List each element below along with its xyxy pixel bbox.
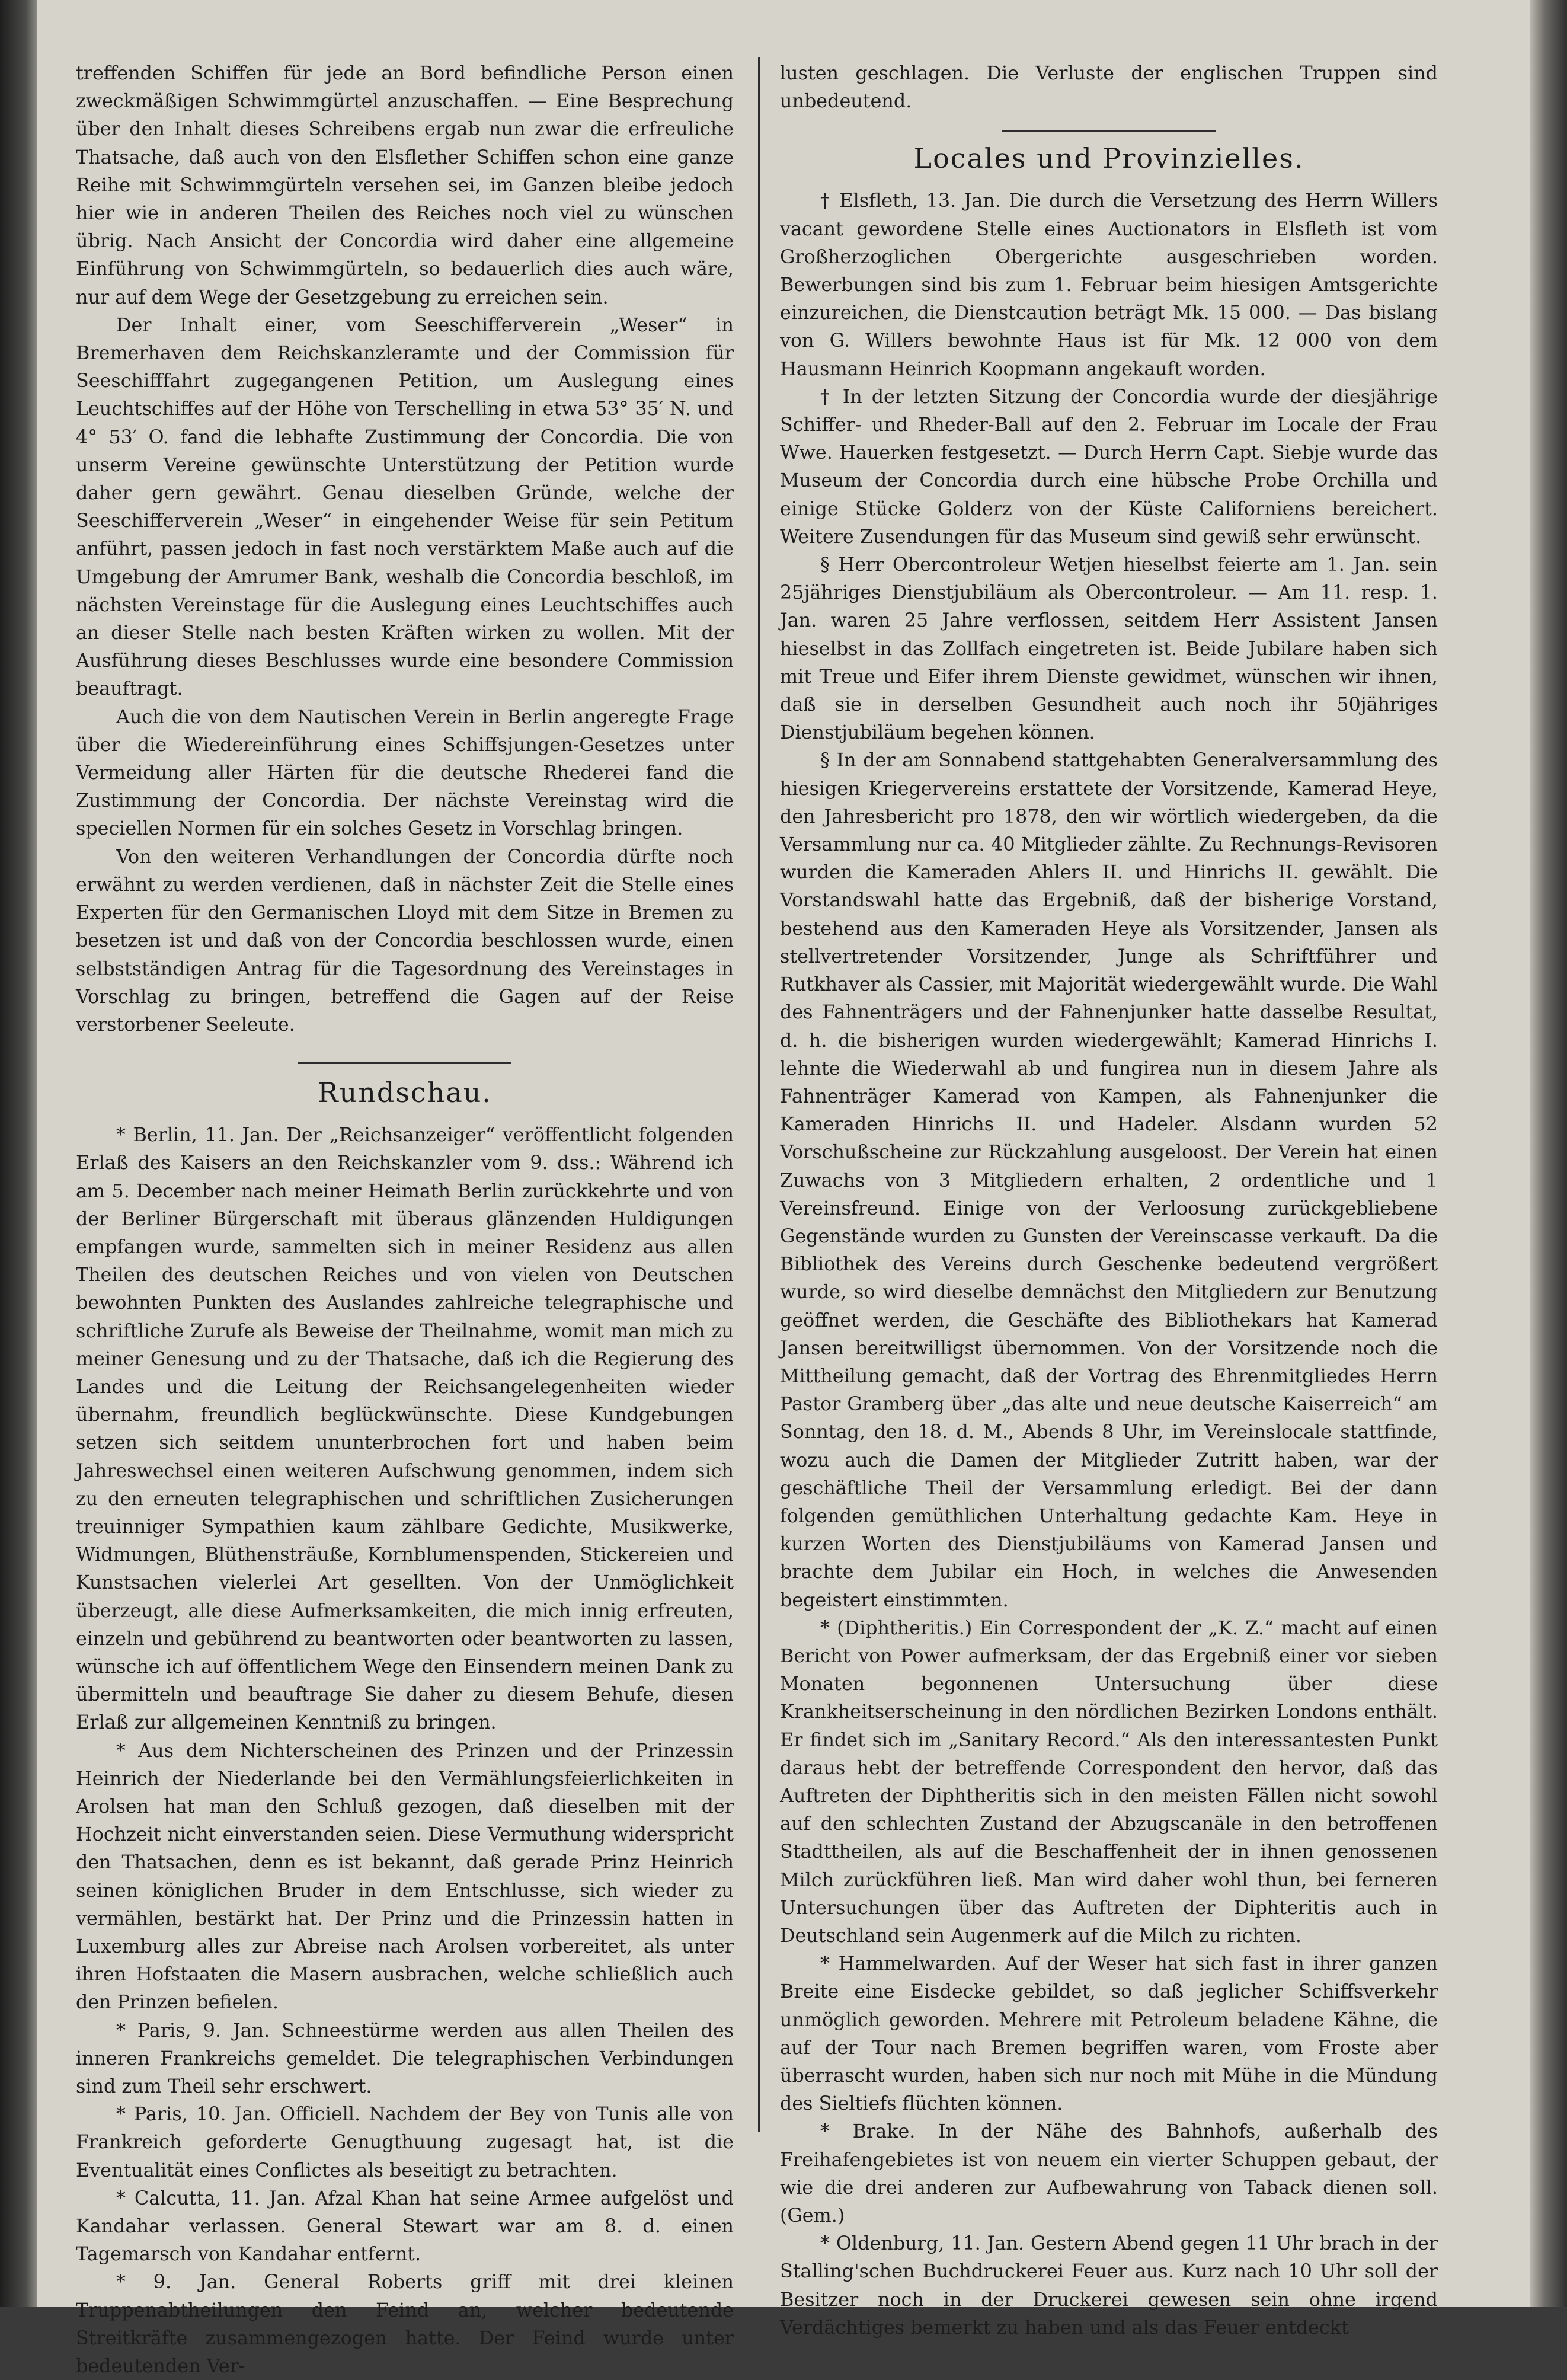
- rundschau-heading: Rundschau.: [317, 1076, 492, 1109]
- left-paragraph-1: treffenden Schiffen für jede an Bord befindliche Person einen zweckmäßigen Schwimmgürtel anzuschaffen. — Eine Besprechung über den Inhalt dieses Schreibens ergab nun zwar die erfreuliche Thatsache, daß auch von den Elsflether Schiffen schon eine ganze Reihe mit Schwimmgürteln versehen sei, im Ganzen bleibe jedoch hier wie in anderen Theilen des Reiches noch viel zu wünschen übrig. Nach Ansicht der Concordia wird daher eine allgemeine Einführung von Schwimmgürteln, so bedauerlich dies auch wäre, nur auf dem Wege der Gesetzgebung zu erreichen sein.: [76, 62, 734, 308]
- local-item-elsfleth: † Elsfleth, 13. Jan. Die durch die Versetzung des Herrn Willers vacant gewordene Stelle eines Auctionators in Elsfleth ist vom Großherzoglichen Obergerichte ausgeschrieben worden. Bewerbungen sind bis zum 1. Februar beim hiesigen Amtsgerichte einzureichen, die Dienstcaution beträgt Mk. 15 000. — Das bislang von G. Willers bewohnte Haus ist für Mk. 12 000 von dem Hausmann Heinrich Koopmann angekauft worden.: [780, 190, 1438, 380]
- section-divider-right: [1002, 130, 1216, 132]
- right-continuation: lusten geschlagen. Die Verluste der englischen Truppen sind unbedeutend.: [780, 62, 1438, 113]
- scan-right-edge: [1530, 0, 1567, 2307]
- left-paragraph-3: Auch die von dem Nautischen Verein in Berlin angeregte Frage über die Wiedereinführung eines Schiffsjungen-Gesetzes unter Vermeidung aller Härten für die deutsche Rhederei fand die Zustimmung der Concordia. Der nächste Vereinstag wird die speciellen Normen für ein solches Gesetz in Vorschlag bringen.: [76, 705, 734, 840]
- rundschau-item-calcutta: * Calcutta, 11. Jan. Afzal Khan hat seine Armee aufgelöst und Kandahar verlassen. General Stewart war am 8. d. einen Tagemarsch von Kandahar entfernt.: [76, 2187, 734, 2266]
- local-item-concordia-ball: † In der letzten Sitzung der Concordia wurde der diesjährige Schiffer- und Rheder-Ball auf den 2. Februar im Locale der Frau Wwe. Hauerken festgesetzt. — Durch Herrn Capt. Siebje wurde das Museum der Concordia durch eine hübsche Probe Orchilla und einige Stücke Golderz von der Küste Californiens bereichert. Weitere Zusendungen für das Museum sind gewiß sehr erwünscht.: [780, 385, 1438, 548]
- right-column: [780, 59, 1438, 2341]
- local-item-hammelwarden: * Hammelwarden. Auf der Weser hat sich fast in ihrer ganzen Breite eine Eisdecke gebildet, so daß jeglicher Schiffsverkehr unmöglich geworden. Mehrere mit Petroleum beladene Kähne, die auf der Tour nach Bremen begriffen waren, vom Froste aber überrascht wurden, haben sich nur noch mit Mühe in die Mündung des Sieltiefs flüchten können.: [780, 1953, 1438, 2115]
- left-column: [76, 59, 734, 2380]
- rundschau-item-paris-10: * Paris, 10. Jan. Officiell. Nachdem der Bey von Tunis alle von Frankreich geforderte Genugthuung zugesagt hat, ist die Eventualität eines Conflictes als beseitigt zu betrachten.: [76, 2103, 734, 2181]
- rundschau-item-roberts: * 9. Jan. General Roberts griff mit drei kleinen Truppenabtheilungen den Feind an, welcher bedeutende Streitkräfte zusammengezogen hatte. Der Feind wurde unter bedeutenden Ver-: [76, 2271, 734, 2378]
- rundschau-item-paris-9: * Paris, 9. Jan. Schneestürme werden aus allen Theilen des inneren Frankreichs gemeldet. Die telegraphischen Verbindungen sind zum Theil sehr erschwert.: [76, 2019, 734, 2098]
- section-divider: [298, 1062, 511, 1064]
- newspaper-page: [37, 0, 1530, 2378]
- local-item-diphtheritis: * (Diphtheritis.) Ein Correspondent der „K. Z.“ macht auf einen Bericht von Power aufmerksam, der das Ergebniß einer vor sieben Monaten begonnenen Untersuchung über diese Krankheitserscheinung in den nördlichen Bezirken Londons enthält. Er findet sich im „Sanitary Record.“ Als den interessantesten Punkt daraus hebt der betreffende Correspondent den hervor, daß das Auftreten der Diphtheritis sich in den meisten Fällen nicht sowohl auf den schlechten Zustand der Abzugscanäle in den betroffenen Stadttheilen, als auf die Beschaffenheit der in ihnen genossenen Milch zurückführen ließ. Man wird daher wohl thun, bei ferneren Untersuchungen über das Auftreten der Diphteritis auch in Deutschland sein Augenmerk auf die Milch zu richten.: [780, 1617, 1438, 1947]
- rundschau-item-berlin: * Berlin, 11. Jan. Der „Reichsanzeiger“ veröffentlicht folgenden Erlaß des Kaisers an den Reichskanzler vom 9. dss.: Während ich am 5. December nach meiner Heimath Berlin zurückkehrte und von der Berliner Bürgerschaft mit überaus glänzenden Huldigungen empfangen wurde, sammelten sich in meiner Residenz aus allen Theilen des deutschen Reiches und von vielen von Deutschen bewohnten Punkten des Auslandes zahlreiche telegraphische und schriftliche Zurufe als Beweise der Theilnahme, womit man mich zu meiner Genesung und zu der Thatsache, daß ich die Regierung des Landes und die Leitung der Reichsangelegenheiten wieder übernahm, freundlich beglückwünschte. Diese Kundgebungen setzen sich seitdem ununterbrochen fort und haben beim Jahreswechsel einen weiteren Aufschwung genommen, indem sich zu den erneuten telegraphischen und schriftlichen Zusicherungen treuinniger Sympathien kaum zählbare Gedichte, Musikwerke, Widmungen, Blüthensträuße, Kornblumenspenden, Stickereien und Kunstsachen vielerlei Art gesellten. Von der Unmöglichkeit überzeugt, alle diese Aufmerksamkeiten, die mich innig erfreuten, einzeln und gebührend zu beantworten oder beantworten zu lassen, wünsche ich auf öffentlichem Wege den Einsendern meinen Dank zu übermitteln und beauftrage Sie daher zu diesem Behufe, diesen Erlaß zur allgemeinen Kenntniß zu bringen.: [76, 1124, 734, 1734]
- local-item-brake: * Brake. In der Nähe des Bahnhofs, außerhalb des Freihafengebietes ist von neuem ein vierter Schuppen gebaut, der wie die drei anderen zur Aufbewahrung von Taback dienen soll. (Gem.): [780, 2120, 1438, 2227]
- locales-heading: Locales und Provinzielles.: [913, 142, 1304, 175]
- scan-left-margin: [0, 0, 37, 2307]
- left-paragraph-2: Der Inhalt einer, vom Seeschifferverein „Weser“ in Bremerhaven dem Reichskanzleramte und der Commission für Seeschifffahrt zugegangenen Petition, um Auslegung eines Leuchtschiffes auf der Höhe von Terschelling in etwa 53° 35′ N. und 4° 53′ O. fand die lebhafte Zustimmung der Concordia. Die von unserm Vereine gewünschte Unterstützung der Petition wurde daher gern gewährt. Genau dieselben Gründe, welche der Seeschifferverein „Weser“ in eingehender Weise für sein Petitum anführt, passen jedoch in fast noch verstärktem Maße auch auf die Umgebung der Amrumer Bank, weshalb die Concordia beschloß, im nächsten Vereinstage für die Auslegung eines Leuchtschiffes auch an dieser Stelle nach besten Kräften wirken zu wollen. Mit der Ausführung dieses Beschlusses wurde eine besondere Commission beauftragt.: [76, 314, 734, 700]
- rundschau-item-prinz-heinrich: * Aus dem Nichterscheinen des Prinzen und der Prinzessin Heinrich der Niederlande bei den Vermählungsfeierlichkeiten in Arolsen hat man den Schluß gezogen, daß dieselben mit der Hochzeit nicht einverstanden seien. Diese Vermuthung widerspricht den Thatsachen, denn es ist bekannt, daß gerade Prinz Heinrich seinen königlichen Bruder in dem Entschlusse, sich wieder zu vermählen, bestärkt hat. Der Prinz und die Prinzessin hatten in Luxemburg alles zur Abreise nach Arolsen vorbereitet, als unter ihren Hofstaaten die Masern ausbrachen, welche schließlich auch den Prinzen befielen.: [76, 1739, 734, 2014]
- local-item-kriegerverein: § In der am Sonnabend stattgehabten Generalversammlung des hiesigen Kriegervereins erstattete der Vorsitzende, Kamerad Heye, den Jahresbericht pro 1878, den wir wörtlich wiedergeben, da die Versammlung nur ca. 40 Mitglieder zählte. Zu Rechnungs-Revisoren wurden die Kameraden Ahlers II. und Hinrichs II. gewählt. Die Vorstandswahl hatte das Ergebniß, daß der bisherige Vorstand, bestehend aus den Kameraden Heye als Vorsitzender, Jansen als stellvertretender Vorsitzender, Junge als Schriftführer und Rutkhaver als Cassier, mit Majorität wiedergewählt wurde. Die Wahl des Fahnenträgers und der Fahnenjunker hatte dasselbe Resultat, d. h. die bisherigen wurden wiedergewählt; Kamerad Hinrichs I. lehnte die Wiederwahl ab und fungirea nun in diesem Jahre als Fahnenträger Kamerad von Kampen, als Fahnenjunker die Kameraden Hinrichs II. und Hadeler. Alsdann wurden 52 Vorschußscheine zur Rückzahlung ausgeloost. Der Verein hat einen Zuwachs von 3 Mitgliedern erhalten, 2 ordentliche und 1 Vereinsfreund. Einige von der Verloosung zurückgebliebene Gegenstände wurden zu Gunsten der Vereinscasse verkauft. Da die Bibliothek des Vereins durch Geschenke bedeutend vergrößert wurde, so wird dieselbe demnächst den Mitgliedern zur Benutzung geöffnet werden, die Geschäfte des Bibliothekars hat Kamerad Jansen bereitwilligst übernommen. Von der Vorsitzende noch die Mittheilung gemacht, daß der Vortrag des Ehrenmitgliedes Herrn Pastor Gramberg über „das alte und neue deutsche Kaiserreich“ am Sonntag, den 18. d. M., Abends 8 Uhr, im Vereinslocale stattfinde, wozu auch die Damen der Mitglieder Zutritt haben, war der geschäftliche Theil der Versammlung erledigt. Bei der dann folgenden gemüthlichen Unterhaltung gedachte Kam. Heye in kurzen Worten des Dienstjubiläums von Kamerad Jansen und brachte dem Jubilar ein Hoch, in welches die Anwesenden begeistert einstimmten.: [780, 749, 1438, 1611]
- local-item-oldenburg: * Oldenburg, 11. Jan. Gestern Abend gegen 11 Uhr brach in der Stalling'schen Buchdruckerei Feuer aus. Kurz nach 10 Uhr soll der Besitzer noch in der Druckerei gewesen sein ohne irgend Verdächtiges bemerkt zu haben und als das Feuer entdeckt: [780, 2232, 1438, 2339]
- left-paragraph-4: Von den weiteren Verhandlungen der Concordia dürfte noch erwähnt zu werden verdienen, daß in nächster Zeit die Stelle eines Experten für den Germanischen Lloyd mit dem Sitze in Bremen zu besetzen ist und daß von der Concordia beschlossen wurde, einen selbstständigen Antrag für die Tagesordnung des Vereinstages in Vorschlag zu bringen, betreffend die Gagen auf der Reise verstorbener Seeleute.: [76, 845, 734, 1036]
- column-rule: [758, 57, 760, 2132]
- local-item-wetjen-jubilaeum: § Herr Obercontroleur Wetjen hieselbst feierte am 1. Jan. sein 25jähriges Dienstjubiläum als Obercontroleur. — Am 11. resp. 1. Jan. waren 25 Jahre verflossen, seitdem Herr Assistent Jansen hieselbst in das Zollfach eingetreten ist. Beide Jubilare haben sich mit Treue und Eifer ihrem Dienste gewidmet, wünschen wir ihnen, daß sie in derselben Gesundheit auch noch ihr 50jähriges Dienstjubiläum begehen können.: [780, 554, 1438, 744]
